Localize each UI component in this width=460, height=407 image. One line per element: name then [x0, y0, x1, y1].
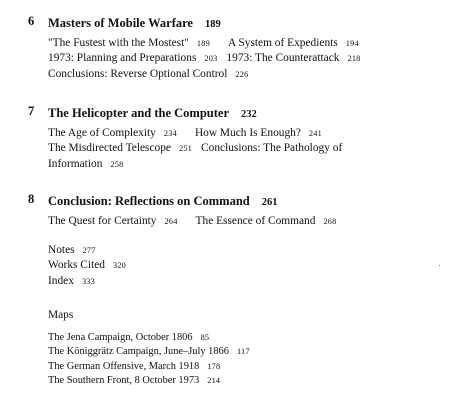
map-page-number: 85 — [200, 333, 210, 342]
chapter-title: Conclusion: Reflections on Command — [48, 194, 250, 208]
section-title: The Misdirected Telescope — [48, 142, 171, 155]
toc-line — [48, 360, 250, 374]
back-matter-title: Index — [48, 274, 74, 287]
section-title: Conclusions: The Pathology of — [201, 142, 343, 155]
toc-line — [48, 274, 126, 289]
back-matter-page-number: 333 — [81, 276, 95, 286]
toc-line — [48, 157, 342, 172]
back-matter-page-number: 320 — [112, 261, 127, 271]
chapter-number: 6 — [28, 14, 35, 28]
section-title: How Much Is Enough? — [194, 127, 301, 139]
section-page-number: 203 — [204, 54, 218, 64]
section-page-number: 226 — [235, 69, 249, 79]
maps-heading: Maps — [48, 309, 74, 321]
section-title: The Quest for Certainty — [48, 215, 157, 227]
toc-line — [48, 331, 250, 345]
chapter-page-number: 232 — [241, 109, 257, 120]
chapter-number: 7 — [28, 104, 35, 118]
section-page-number: 268 — [323, 217, 337, 226]
chapter-page-number: 261 — [261, 197, 278, 208]
chapter-title: The Helicopter and the Computer — [48, 106, 230, 120]
section-title: The Age of Complexity — [48, 127, 156, 139]
section-title: The Essence of Command — [195, 215, 316, 227]
section-page-number: 218 — [347, 54, 361, 64]
section-page-number: 241 — [308, 129, 322, 138]
toc-line — [48, 243, 126, 258]
chapter-heading — [48, 192, 278, 210]
maps-list — [48, 331, 250, 389]
toc-line — [48, 36, 361, 51]
toc-line — [48, 126, 342, 141]
toc-line — [48, 345, 250, 359]
chapter-heading — [48, 104, 257, 122]
toc-line — [48, 214, 336, 229]
toc-line — [48, 374, 250, 388]
section-title: Conclusions: Reverse Optional Control — [48, 67, 228, 80]
back-matter-title: Works Cited — [48, 259, 105, 272]
chapter-heading — [48, 14, 221, 32]
map-title: The Jena Campaign, October 1806 — [48, 332, 193, 343]
chapter-number: 8 — [28, 192, 35, 206]
toc-line — [48, 141, 342, 156]
map-title: The German Offensive, March 1918 — [48, 360, 200, 372]
section-title: "The Fustest with the Mostest" — [48, 37, 189, 49]
section-list — [48, 126, 342, 172]
back-matter-list — [48, 243, 126, 289]
section-page-number: 258 — [110, 159, 124, 169]
back-matter-page-number: 277 — [82, 246, 96, 255]
map-page-number: 117 — [236, 347, 250, 357]
scan-speck — [439, 265, 440, 266]
section-page-number: 264 — [164, 217, 178, 226]
section-page-number: 194 — [345, 39, 359, 48]
section-page-number: 189 — [196, 39, 210, 48]
section-title: Information — [48, 157, 103, 170]
toc-line — [48, 258, 126, 273]
section-title: A System of Expedients — [227, 37, 338, 49]
chapter-title: Masters of Mobile Warfare — [48, 16, 193, 30]
map-page-number: 214 — [207, 376, 221, 386]
map-page-number: 178 — [207, 361, 221, 371]
back-matter-title: Notes — [48, 244, 75, 256]
section-title: 1973: Planning and Preparations — [48, 52, 197, 65]
section-list — [48, 36, 361, 82]
section-title: 1973: The Counterattack — [226, 52, 340, 65]
map-title: The Southern Front, 8 October 1973 — [48, 375, 200, 387]
chapter-page-number: 189 — [204, 19, 221, 30]
section-page-number: 251 — [178, 144, 193, 154]
toc-line — [48, 51, 361, 66]
section-page-number: 234 — [163, 129, 177, 138]
section-list — [48, 214, 336, 229]
toc-line — [48, 67, 361, 82]
map-title: The Königgrätz Campaign, June–July 1866 — [48, 346, 229, 358]
